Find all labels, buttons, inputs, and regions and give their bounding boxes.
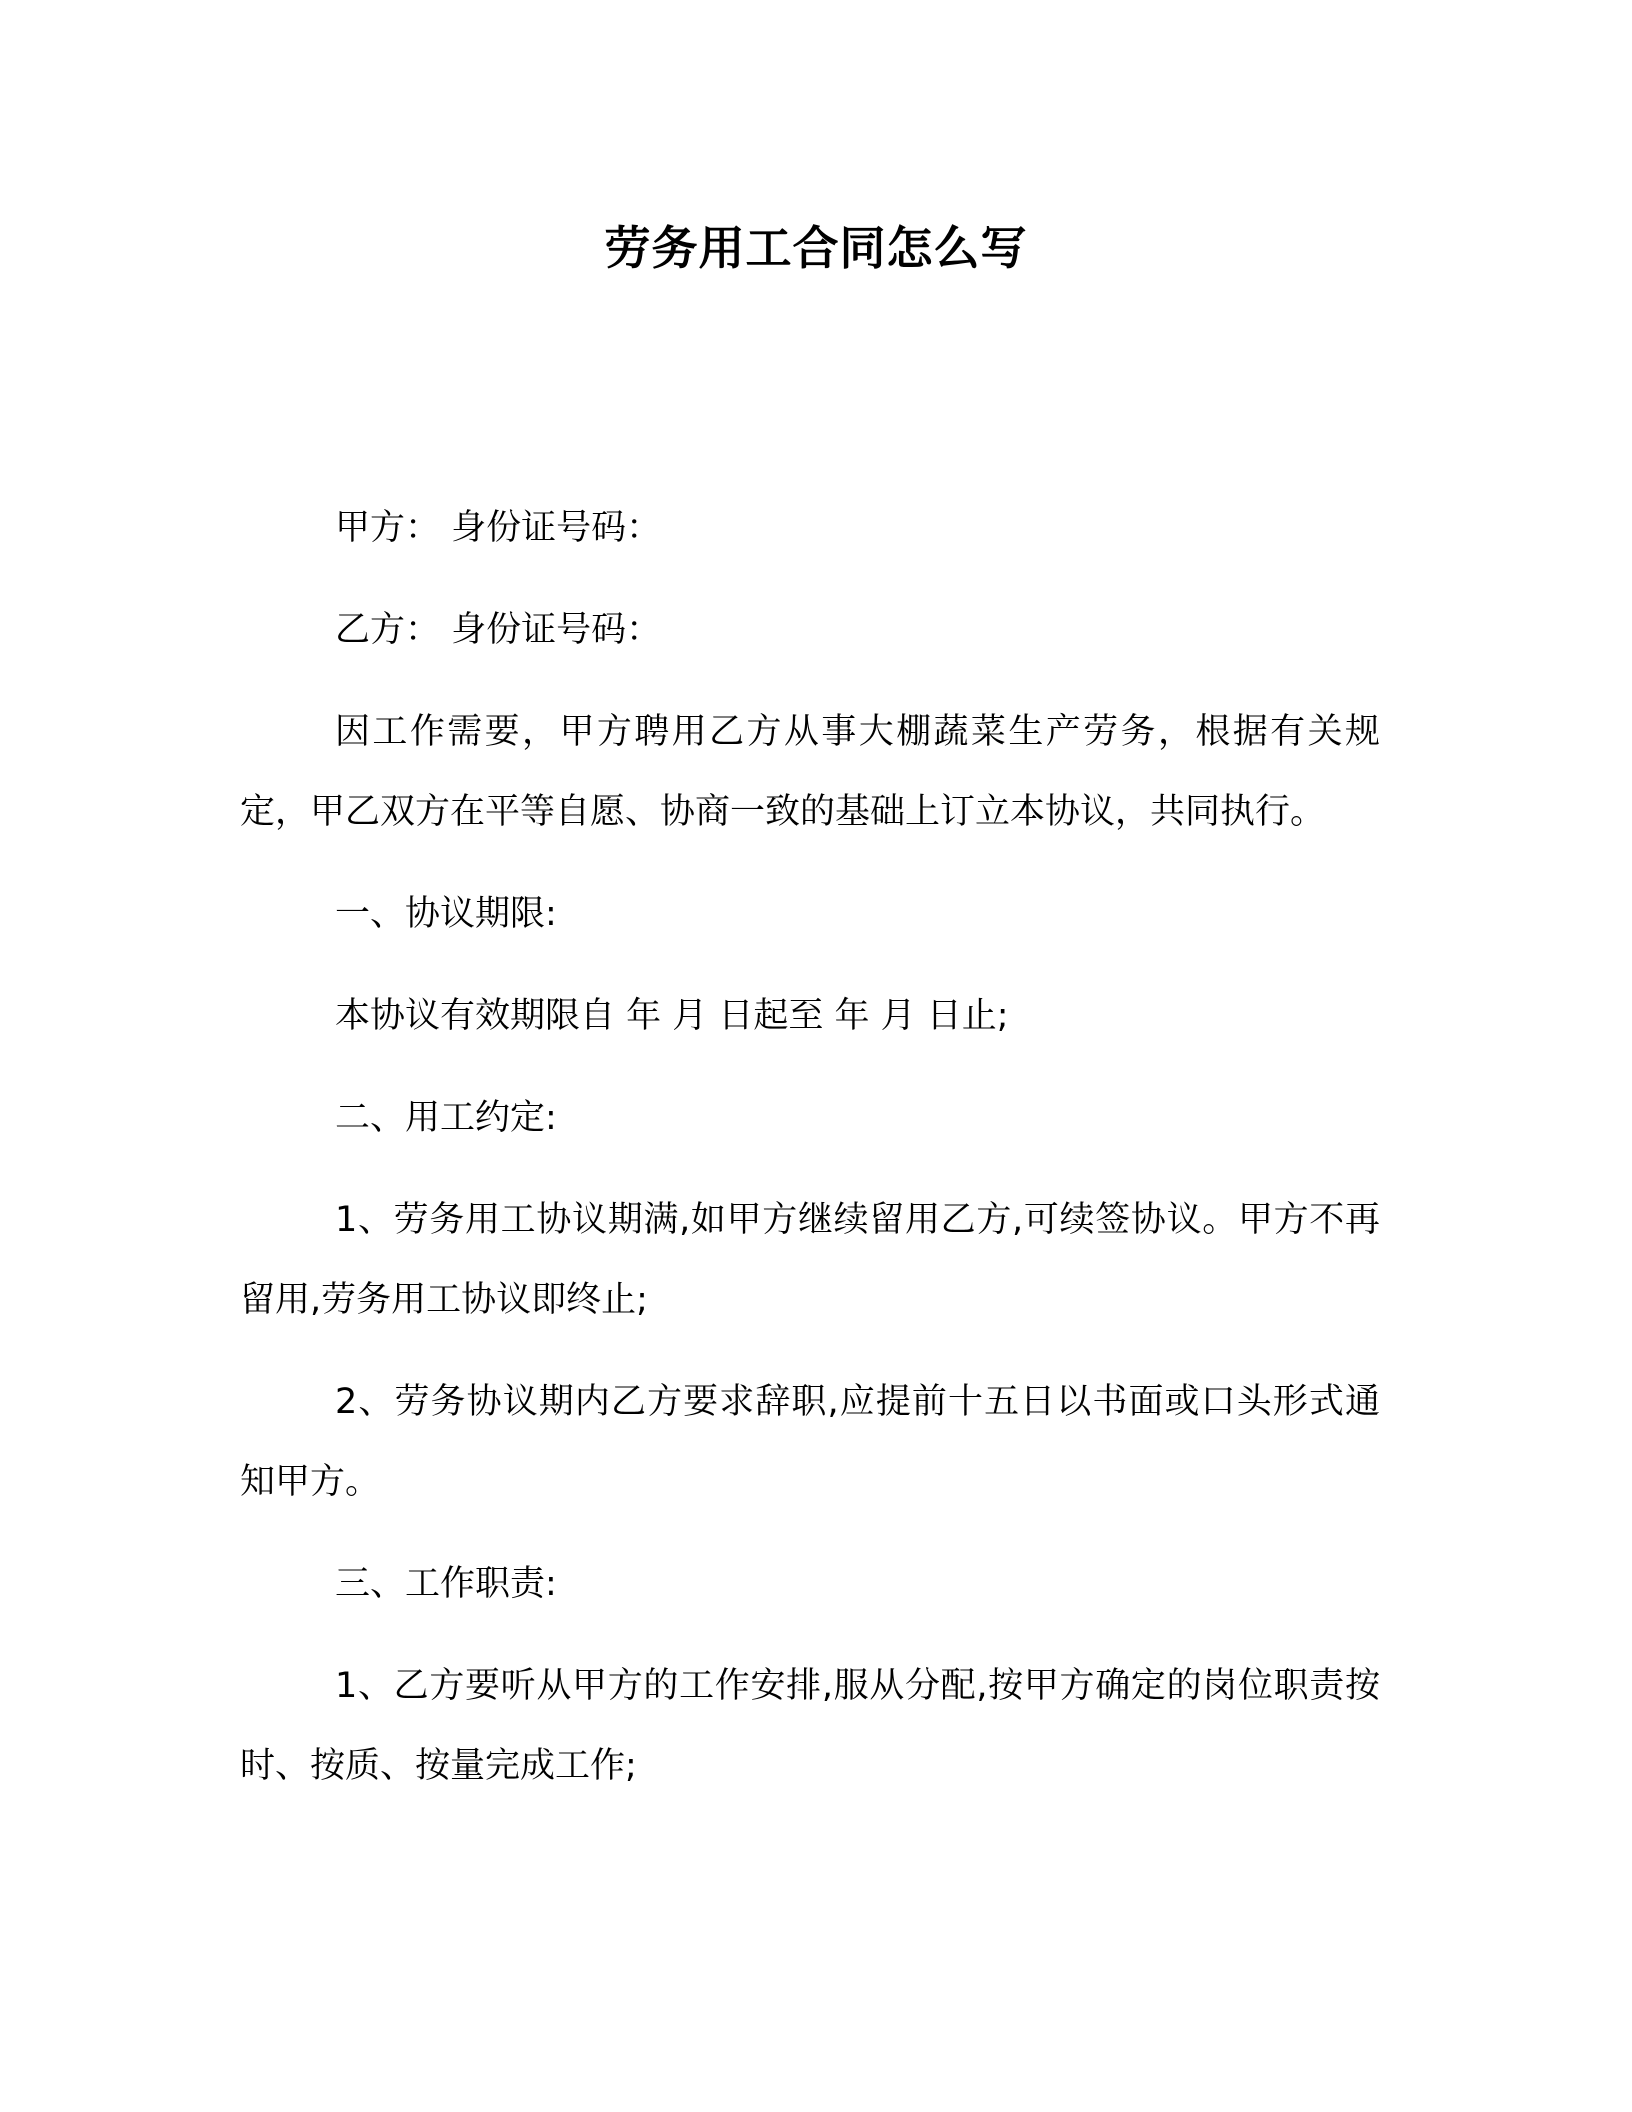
document-title: 劳务用工合同怎么写 [604, 221, 1028, 275]
party-a-line: 甲方： 身份证号码： [335, 508, 662, 548]
party-b-line: 乙方： 身份证号码： [335, 610, 662, 650]
term-paragraph: 本协议有效期限自 年 月 日起至 年 月 日止; [335, 996, 1009, 1036]
employment-clause-2: 2、劳务协议期内乙方要求辞职,应提前十五日以书面或口头形式通知甲方。 [240, 1382, 1380, 1502]
document-body [240, 488, 1380, 1828]
intro-paragraph: 因工作需要，甲方聘用乙方从事大棚蔬菜生产劳务，根据有关规定，甲乙双方在平等自愿、协商一致的基础上订立本协议，共同执行。 [240, 712, 1380, 832]
employment-clause-1: 1、劳务用工协议期满,如甲方继续留用乙方,可续签协议。甲方不再留用,劳务用工协议即终止; [240, 1200, 1380, 1320]
section-heading-duties: 三、工作职责: [335, 1564, 557, 1604]
section-heading-employment: 二、用工约定: [335, 1098, 557, 1138]
duties-clause-1: 1、乙方要听从甲方的工作安排,服从分配,按甲方确定的岗位职责按时、按质、按量完成工作; [240, 1666, 1380, 1786]
section-heading-term: 一、协议期限: [335, 894, 557, 934]
